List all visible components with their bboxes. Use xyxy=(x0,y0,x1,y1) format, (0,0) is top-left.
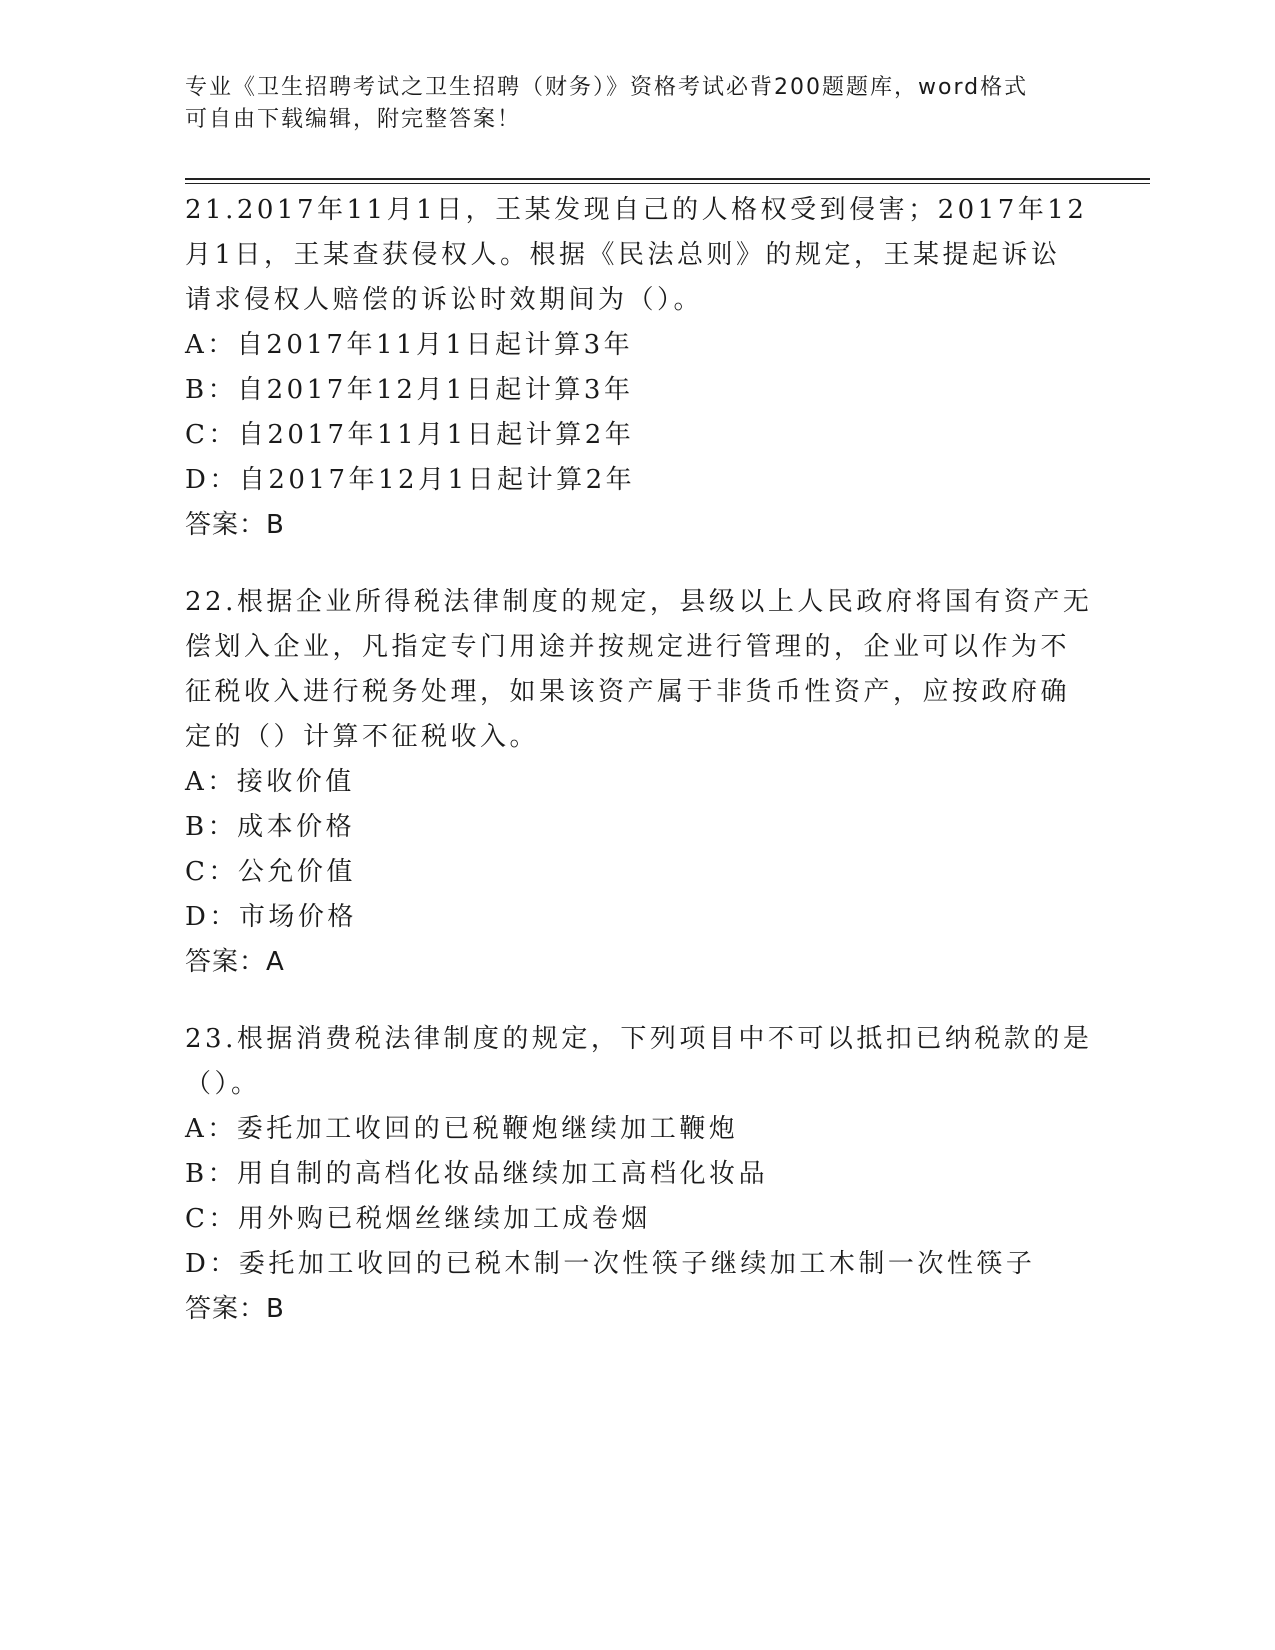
question-stem-line: 征税收入进行税务处理，如果该资产属于非货币性资产，应按政府确 xyxy=(185,677,1071,707)
header-line-2: 可自由下载编辑，附完整答案！ xyxy=(185,107,522,132)
question-list xyxy=(185,188,1093,1364)
header-line-1: 专业《卫生招聘考试之卫生招聘（财务）》资格考试必背200题题库，word格式 xyxy=(185,75,1029,100)
option-a: A：委托加工收回的已税鞭炮继续加工鞭炮 xyxy=(185,1114,739,1144)
question-stem-line: 23.根据消费税法律制度的规定，下列项目中不可以抵扣已纳税款的是 xyxy=(185,1024,1093,1054)
question-22 xyxy=(185,580,1093,985)
question-stem-line: 月1日，王某查获侵权人。根据《民法总则》的规定，王某提起诉讼 xyxy=(185,240,1061,270)
option-a: A：自2017年11月1日起计算3年 xyxy=(185,330,634,360)
question-21 xyxy=(185,188,1088,548)
option-c: C：公允价值 xyxy=(185,857,356,887)
option-c: C：自2017年11月1日起计算2年 xyxy=(185,420,635,450)
document-header xyxy=(185,72,1065,136)
option-b: B：自2017年12月1日起计算3年 xyxy=(185,375,634,405)
answer-label: 答案：A xyxy=(185,947,285,977)
option-b: B：用自制的高档化妆品继续加工高档化妆品 xyxy=(185,1159,769,1189)
question-stem-line: 请求侵权人赔偿的诉讼时效期间为（）。 xyxy=(185,285,704,315)
option-b: B：成本价格 xyxy=(185,812,356,842)
question-stem-line: （）。 xyxy=(185,1069,261,1099)
option-a: A：接收价值 xyxy=(185,767,355,797)
option-d: D：委托加工收回的已税木制一次性筷子继续加工木制一次性筷子 xyxy=(185,1249,1036,1279)
question-stem-line: 22.根据企业所得税法律制度的规定，县级以上人民政府将国有资产无 xyxy=(185,587,1093,617)
option-d: D：市场价格 xyxy=(185,902,357,932)
header-divider-thick xyxy=(185,178,1150,180)
answer-label: 答案：B xyxy=(185,510,285,540)
option-c: C：用外购已税烟丝继续加工成卷烟 xyxy=(185,1204,651,1234)
answer-label: 答案：B xyxy=(185,1294,285,1324)
option-d: D：自2017年12月1日起计算2年 xyxy=(185,465,636,495)
question-23 xyxy=(185,1017,1093,1332)
question-stem-line: 偿划入企业，凡指定专门用途并按规定进行管理的，企业可以作为不 xyxy=(185,632,1071,662)
question-stem-line: 定的（）计算不征税收入。 xyxy=(185,722,540,752)
header-divider-thin xyxy=(185,183,1150,184)
question-stem-line: 21.2017年11月1日，王某发现自己的人格权受到侵害；2017年12 xyxy=(185,195,1088,225)
